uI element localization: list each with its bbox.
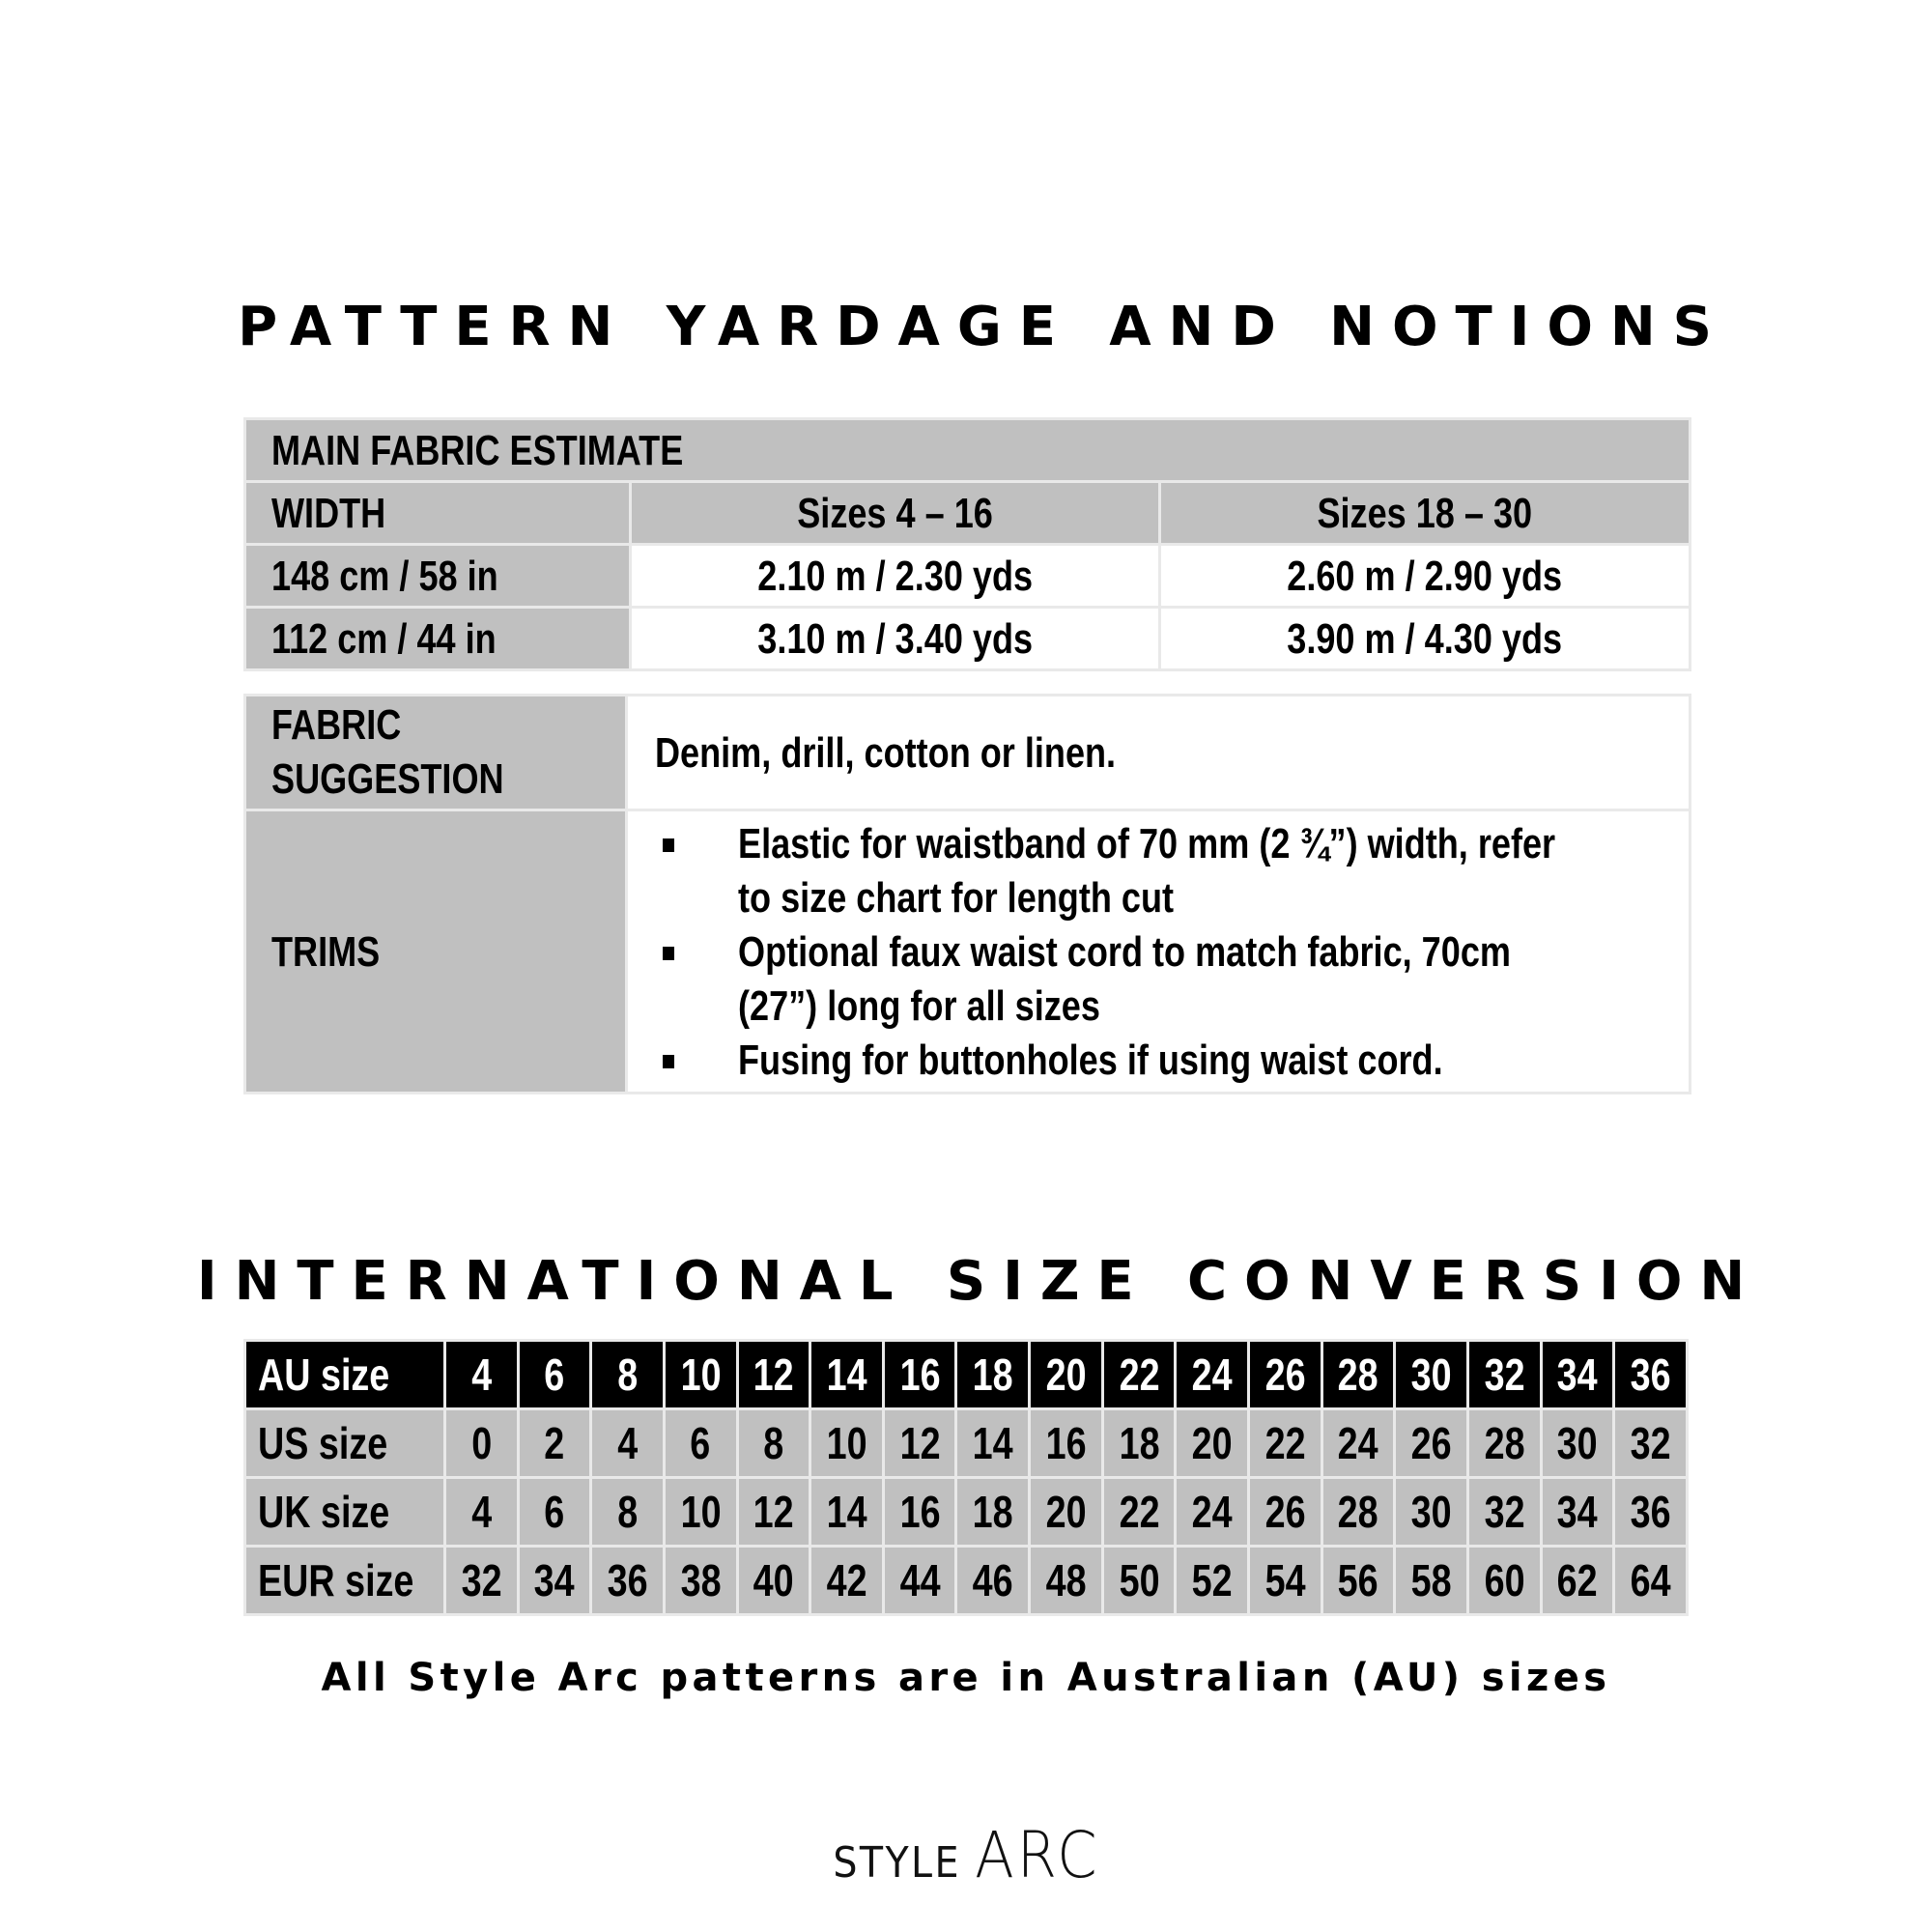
size-value: 24	[1191, 1487, 1233, 1537]
size-cell	[1249, 1478, 1322, 1547]
size-value: 12	[899, 1418, 941, 1468]
size-value: 20	[1191, 1418, 1233, 1468]
size-cell	[1176, 1547, 1249, 1615]
column-header-row	[245, 482, 1690, 545]
fabric-suggestion-label	[245, 696, 627, 810]
size-row-au	[245, 1341, 1688, 1409]
yardage-text: 2.60 m / 2.90 yds	[1287, 552, 1563, 600]
size-value: 26	[1410, 1418, 1452, 1468]
size-cell	[1614, 1409, 1688, 1478]
trim-text: Fusing for buttonholes if using waist cord.	[738, 1037, 1443, 1084]
fabric-width-cell	[245, 608, 631, 670]
column-header-sizes-18-30-text: Sizes 18 – 30	[1317, 489, 1533, 537]
size-value: 0	[470, 1418, 492, 1468]
size-value: 48	[1045, 1555, 1087, 1605]
square-bullet-icon	[663, 947, 674, 960]
size-cell	[445, 1409, 519, 1478]
column-header-sizes-4-16	[631, 482, 1160, 545]
size-value: 58	[1410, 1555, 1452, 1605]
fabric-suggestion-label-line2: SUGGESTION	[271, 755, 504, 803]
size-cell	[1395, 1478, 1468, 1547]
size-cell	[883, 1478, 956, 1547]
size-row-us	[245, 1409, 1688, 1478]
table-row	[245, 545, 1690, 608]
size-value: 34	[533, 1555, 575, 1605]
size-value: 22	[1119, 1487, 1160, 1537]
size-value: 36	[1630, 1350, 1671, 1400]
size-value: 54	[1264, 1555, 1306, 1605]
size-value: 8	[617, 1487, 639, 1537]
fabric-width-cell	[245, 545, 631, 608]
size-row-label-text: AU size	[258, 1350, 390, 1400]
yardage-text: 3.90 m / 4.30 yds	[1287, 614, 1563, 663]
size-cell	[1321, 1547, 1395, 1615]
size-value: 28	[1338, 1487, 1378, 1537]
trim-text: Elastic for waistband of 70 mm (2 ¾”) width, refer	[738, 820, 1556, 867]
size-value: 62	[1556, 1555, 1598, 1605]
size-cell	[664, 1409, 737, 1478]
size-value: 24	[1191, 1350, 1233, 1400]
size-cell	[1249, 1341, 1322, 1409]
conversion-title: INTERNATIONAL SIZE CONVERSION	[196, 1250, 1763, 1313]
size-cell	[664, 1341, 737, 1409]
size-value: 64	[1630, 1555, 1671, 1605]
trims-list	[655, 811, 1689, 1092]
main-fabric-header-text: MAIN FABRIC ESTIMATE	[271, 426, 684, 474]
column-header-width	[245, 482, 631, 545]
size-cell	[445, 1341, 519, 1409]
size-value: 32	[1630, 1418, 1671, 1468]
size-value: 22	[1264, 1418, 1306, 1468]
size-cell	[1030, 1478, 1103, 1547]
size-cell	[956, 1478, 1030, 1547]
size-value: 6	[544, 1350, 565, 1400]
size-value: 2	[544, 1418, 565, 1468]
trim-text: to size chart for length cut	[738, 874, 1175, 922]
size-cell	[1249, 1409, 1322, 1478]
fabric-width-text: 112 cm / 44 in	[271, 614, 497, 663]
size-cell	[1176, 1341, 1249, 1409]
size-cell	[1321, 1341, 1395, 1409]
size-cell	[1467, 1341, 1541, 1409]
size-value: 12	[753, 1487, 794, 1537]
size-value: 36	[1630, 1487, 1671, 1537]
trim-text: (27”) long for all sizes	[738, 982, 1100, 1030]
size-cell	[737, 1478, 810, 1547]
size-value: 30	[1410, 1350, 1452, 1400]
fabric-width-text: 148 cm / 58 in	[271, 552, 498, 600]
size-value: 30	[1556, 1418, 1598, 1468]
size-value: 18	[1119, 1418, 1160, 1468]
size-cell	[883, 1547, 956, 1615]
size-row-eur	[245, 1547, 1688, 1615]
size-cell	[1030, 1547, 1103, 1615]
size-cell	[956, 1409, 1030, 1478]
size-cell	[1176, 1409, 1249, 1478]
size-cell	[1614, 1478, 1688, 1547]
size-cell	[810, 1409, 884, 1478]
size-value: 14	[826, 1487, 867, 1537]
size-row-label-text: EUR size	[258, 1555, 414, 1605]
size-cell	[1395, 1409, 1468, 1478]
yardage-cell	[1160, 545, 1690, 608]
size-cell	[518, 1341, 591, 1409]
size-value: 16	[899, 1487, 941, 1537]
size-cell	[1541, 1409, 1614, 1478]
size-value: 34	[1556, 1350, 1598, 1400]
size-conversion-table	[243, 1339, 1689, 1616]
size-cell	[737, 1547, 810, 1615]
size-cell	[591, 1478, 665, 1547]
size-cell	[1467, 1547, 1541, 1615]
size-value: 60	[1484, 1555, 1525, 1605]
square-bullet-icon	[663, 838, 674, 852]
fabric-suggestion-row	[245, 696, 1690, 810]
size-cell	[1541, 1478, 1614, 1547]
size-cell	[810, 1341, 884, 1409]
size-value: 30	[1410, 1487, 1452, 1537]
size-cell	[1467, 1409, 1541, 1478]
size-value: 22	[1119, 1350, 1160, 1400]
size-cell	[1614, 1341, 1688, 1409]
size-value: 6	[544, 1487, 565, 1537]
trims-row	[245, 810, 1690, 1094]
yardage-cell	[631, 608, 1160, 670]
size-cell	[810, 1478, 884, 1547]
size-cell	[1321, 1478, 1395, 1547]
fabric-suggestion-label-line1: FABRIC	[271, 701, 402, 749]
size-value: 26	[1264, 1487, 1306, 1537]
size-cell	[883, 1341, 956, 1409]
size-row-label-text: UK size	[258, 1487, 390, 1537]
trims-label-text: TRIMS	[271, 927, 381, 976]
size-value: 10	[680, 1487, 722, 1537]
size-value: 50	[1119, 1555, 1160, 1605]
main-fabric-header-row	[245, 419, 1690, 482]
style-arc-logo	[0, 1818, 1932, 1892]
size-cell	[445, 1478, 519, 1547]
size-value: 42	[826, 1555, 867, 1605]
column-header-sizes-18-30	[1160, 482, 1690, 545]
size-value: 14	[972, 1418, 1013, 1468]
size-value: 12	[753, 1350, 794, 1400]
yardage-cell	[631, 545, 1160, 608]
list-item	[655, 817, 1689, 925]
size-cell	[1541, 1547, 1614, 1615]
size-value: 18	[972, 1487, 1013, 1537]
size-cell	[1249, 1547, 1322, 1615]
size-value: 16	[1045, 1418, 1087, 1468]
notions-table	[243, 694, 1691, 1094]
size-value: 56	[1338, 1555, 1378, 1605]
size-cell	[883, 1409, 956, 1478]
size-cell	[1030, 1409, 1103, 1478]
size-value: 44	[899, 1555, 941, 1605]
size-value: 6	[690, 1418, 711, 1468]
size-cell	[1176, 1478, 1249, 1547]
yardage-title: PATTERN YARDAGE AND NOTIONS	[238, 296, 1729, 358]
size-cell	[1541, 1341, 1614, 1409]
list-item	[655, 925, 1689, 1034]
size-row-label	[245, 1478, 445, 1547]
size-value: 26	[1264, 1350, 1306, 1400]
size-row-uk	[245, 1478, 1688, 1547]
size-value: 34	[1556, 1487, 1598, 1537]
size-cell	[1030, 1341, 1103, 1409]
size-value: 40	[753, 1555, 794, 1605]
size-value: 8	[617, 1350, 639, 1400]
main-fabric-header	[245, 419, 1690, 482]
size-cell	[518, 1478, 591, 1547]
size-value: 32	[1484, 1350, 1525, 1400]
size-cell	[956, 1547, 1030, 1615]
logo-style-text: STYLE	[832, 1838, 961, 1888]
size-cell	[1102, 1478, 1176, 1547]
size-value: 20	[1045, 1350, 1087, 1400]
fabric-suggestion-text: Denim, drill, cotton or linen.	[655, 728, 1117, 777]
size-value: 28	[1484, 1418, 1525, 1468]
square-bullet-icon	[663, 1055, 674, 1068]
main-fabric-table	[243, 417, 1691, 671]
yardage-text: 3.10 m / 3.40 yds	[757, 614, 1033, 663]
size-cell	[1102, 1547, 1176, 1615]
size-value: 18	[972, 1350, 1013, 1400]
size-row-label	[245, 1547, 445, 1615]
yardage-cell	[1160, 608, 1690, 670]
list-item	[655, 1034, 1689, 1088]
size-cell	[1395, 1341, 1468, 1409]
trims-label	[245, 810, 627, 1094]
size-value: 16	[899, 1350, 941, 1400]
column-header-width-text: WIDTH	[271, 489, 386, 537]
size-cell	[664, 1478, 737, 1547]
size-cell	[591, 1547, 665, 1615]
size-cell	[445, 1547, 519, 1615]
size-value: 28	[1338, 1350, 1378, 1400]
fabric-suggestion-value	[627, 696, 1690, 810]
size-value: 24	[1338, 1418, 1378, 1468]
size-cell	[1614, 1547, 1688, 1615]
size-cell	[1102, 1409, 1176, 1478]
size-value: 4	[470, 1487, 492, 1537]
size-value: 10	[680, 1350, 722, 1400]
au-sizes-note: All Style Arc patterns are in Australian (AU) sizes	[321, 1656, 1611, 1700]
size-cell	[1467, 1478, 1541, 1547]
yardage-text: 2.10 m / 2.30 yds	[757, 552, 1033, 600]
size-cell	[810, 1547, 884, 1615]
size-cell	[664, 1547, 737, 1615]
size-value: 46	[972, 1555, 1013, 1605]
column-header-sizes-4-16-text: Sizes 4 – 16	[797, 489, 993, 537]
size-cell	[591, 1341, 665, 1409]
size-cell	[956, 1341, 1030, 1409]
size-cell	[737, 1409, 810, 1478]
size-value: 8	[763, 1418, 784, 1468]
size-value: 36	[607, 1555, 648, 1605]
size-row-label	[245, 1341, 445, 1409]
size-value: 4	[617, 1418, 639, 1468]
size-value: 20	[1045, 1487, 1087, 1537]
size-value: 38	[680, 1555, 722, 1605]
size-cell	[737, 1341, 810, 1409]
size-value: 10	[826, 1418, 867, 1468]
size-cell	[518, 1547, 591, 1615]
table-row	[245, 608, 1690, 670]
size-row-label-text: US size	[258, 1418, 388, 1468]
trim-text: Optional faux waist cord to match fabric, 70cm	[738, 928, 1511, 976]
size-value: 14	[826, 1350, 867, 1400]
size-cell	[1321, 1409, 1395, 1478]
size-cell	[518, 1409, 591, 1478]
size-value: 4	[470, 1350, 492, 1400]
size-cell	[591, 1409, 665, 1478]
size-value: 32	[1484, 1487, 1525, 1537]
size-cell	[1102, 1341, 1176, 1409]
size-row-label	[245, 1409, 445, 1478]
trims-value	[627, 810, 1690, 1094]
size-value: 32	[461, 1555, 502, 1605]
size-cell	[1395, 1547, 1468, 1615]
size-value: 52	[1191, 1555, 1233, 1605]
logo-arc-text: ARC	[974, 1818, 1100, 1892]
